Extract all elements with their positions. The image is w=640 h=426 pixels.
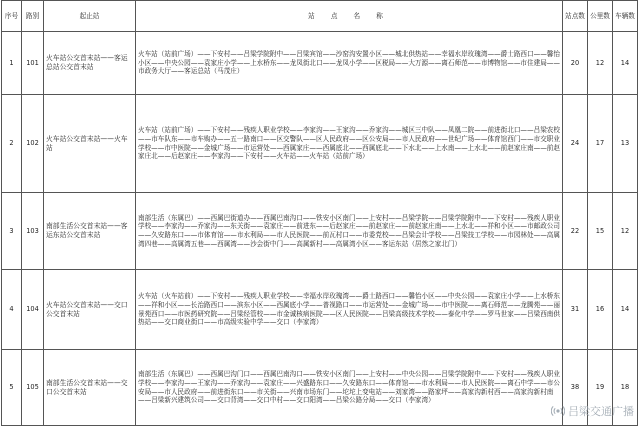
row-route: 101 [22, 32, 44, 95]
row-seq: 2 [2, 95, 22, 193]
row-origin: 火车站公交首末站——火车站 [44, 95, 136, 193]
header-origin: 起止站 [44, 1, 136, 32]
header-vehicles: 车辆数 [613, 1, 638, 32]
row-km: 15 [588, 193, 613, 270]
header-route: 路别 [22, 1, 44, 32]
row-stops: 火车站（火车站前）——下安村——残疾人职业学校——幸福水岸玫瑰湾——爵士路西口——馨怡小区——中央公园——袁家庄小学——上水桥东——祥和小区——长治路西口——滨东小区——西属底小学——普视路口——市运营处——金城广场——市中医院——离石师范——龙腾苑——丽景苑西口——市医药研究院——吕梁经管校——市金诚核病医院——区人民医院——吕梁高级技术学校——泰化中学——罗马世家——吕梁西南供热站——交口商业街口——市高级实验中学——交口（李家湾） [136, 270, 563, 350]
header-stops: 站 点 名 称 [136, 1, 563, 32]
row-km: 12 [588, 32, 613, 95]
header-stop-count: 站点数 [563, 1, 588, 32]
row-route: 105 [22, 350, 44, 426]
row-stop-count: 20 [563, 32, 588, 95]
row-origin: 火车站公交首末站——交口公交首末站 [44, 270, 136, 350]
row-origin: 南部生活公交首末站——交口公交首末站 [44, 350, 136, 426]
table-row [2, 32, 638, 95]
row-stops: 火车站（站前广场）——下安村——吕梁学院附中——吕梁宾馆——沙窑沟安置小区——城北供热站——幸福水岸玫瑰湾——爵士路西口——馨怡小区——中央公园——袁家庄小学——上水桥东——龙凤街北口——龙凤小学——区税局——大万源——离石师范——市博物馆——市住建局——市政务大厅——客运总站（马茂庄） [136, 32, 563, 95]
row-origin: 火车站公交首末站——客运总站公交首末站 [44, 32, 136, 95]
row-route: 102 [22, 95, 44, 193]
watermark [551, 403, 634, 419]
row-seq: 3 [2, 193, 22, 270]
row-stops: 火车站（站前广场）——下安村——残疾人职业学校——李家沟——王家沟——乔家沟——城区三中队——凤凰二院——前进街北口——吕梁农校——市车队东——市车购办——五一路南口——区交警队——区人民政府——区公安局——市人民政府——世纪广场——体育馆西门——市交职业学校——市中医院——金城广场——市运营处——西属家庄——西属底北——西属底北——下水北——上水南——上水北——前赵家庄南——前赵家庄北——后赵家庄——李家沟——下安村——火车站——火车站（站前广场） [136, 95, 563, 193]
row-km: 19 [588, 350, 613, 426]
row-vehicles: 12 [613, 193, 638, 270]
row-stops: 南部生活（东属巴）——西属巴沟门口——西属巴南沟口——铁安小区南门——上安村——中央公园——吕梁学院附中——下安村——残疾人职业学校——李家沟——王家沟——乔家沟——袁家庄——兴盛路东口——久安路东口——体育馆——市水利局——市人民医院——离石中学——市公安局——市人民政府——前进街东口——市关街——兴南市场东门——坨坨上变电站——刘家湾——路家坪——高家沟新村西——高家沟新村南——吕梁新兴建筑公司——交口背湾——交口中村——交口阳湾——吕梁公路分局——交口（李家湾） [136, 350, 563, 426]
table-row [2, 350, 638, 426]
row-route: 103 [22, 193, 44, 270]
table-row [2, 95, 638, 193]
row-km: 16 [588, 270, 613, 350]
watermark-text: 吕梁交通广播 [568, 405, 634, 418]
row-stop-count: 38 [563, 350, 588, 426]
row-vehicles: 14 [613, 32, 638, 95]
broadcast-icon [551, 405, 565, 417]
header-seq: 序号 [2, 1, 22, 32]
table-row [2, 193, 638, 270]
row-vehicles: 18 [613, 350, 638, 426]
row-stop-count: 31 [563, 270, 588, 350]
table-header-row [2, 1, 638, 32]
row-stops: 南部生活（东属巴）——西属巴街道办——西属巴南沟口——铁安小区南门——上安村——吕梁学院——吕梁学院附中——下安村——残疾人职业学校——李家沟——乔家沟——东关街——袁家庄——前进东——后赵家庄——前赵家庄——前赵家庄南——上水北——祥和小区——市邮政公司——久安路东口——市体育馆——市水利局——市人民医院——前瓦村口——市委党校——吕梁会计学校——吕梁技工学校——市园林处——高属湾四巷——高属湾五巷——西属湾——沙会街中门——高属新村——高属湾小区——客运东站（居然之家北门） [136, 193, 563, 270]
row-stop-count: 24 [563, 95, 588, 193]
row-route: 104 [22, 270, 44, 350]
row-seq: 5 [2, 350, 22, 426]
table-row [2, 270, 638, 350]
row-origin: 南部生活公交首末站——客运东站公交首末站 [44, 193, 136, 270]
row-km: 17 [588, 95, 613, 193]
row-seq: 4 [2, 270, 22, 350]
row-vehicles: 14 [613, 270, 638, 350]
header-km: 公里数 [588, 1, 613, 32]
bus-routes-table [1, 0, 638, 426]
row-stop-count: 22 [563, 193, 588, 270]
row-vehicles: 13 [613, 95, 638, 193]
row-seq: 1 [2, 32, 22, 95]
